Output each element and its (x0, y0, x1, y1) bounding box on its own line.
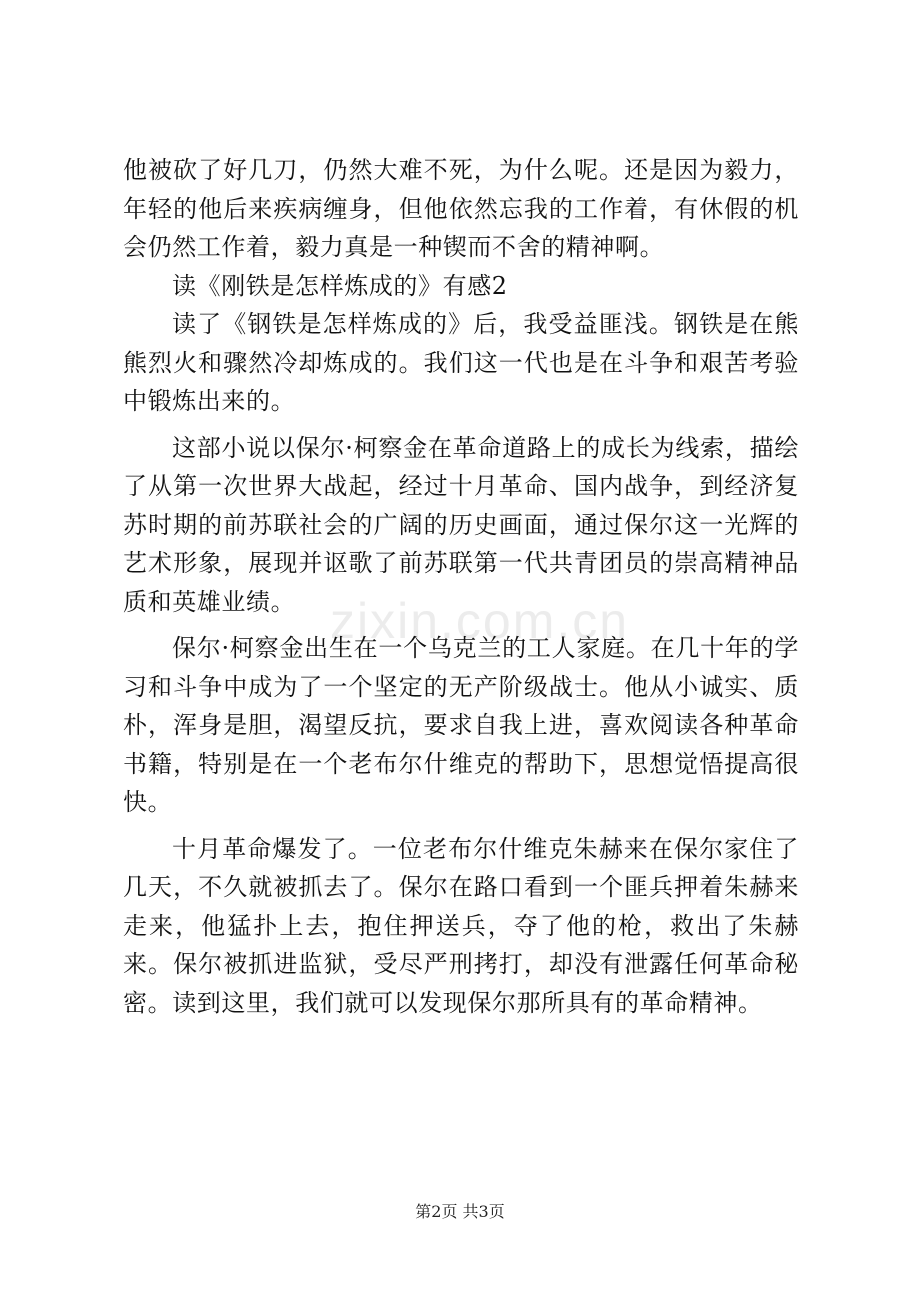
page-footer: 第2页 共3页 (415, 1202, 505, 1221)
document-body (123, 151, 799, 1022)
watermark: zixin.com.cn (330, 593, 630, 649)
paragraph-continued: 他被砍了好几刀，仍然大难不死，为什么呢。还是因为毅力，年轻的他后来疾病缠身，但他依然忘我的工作着，有休假的机会仍然工作着，毅力真是一种锲而不舍的精神啊。 (123, 156, 799, 261)
paragraph: 这部小说以保尔·柯察金在革命道路上的成长为线索，描绘了从第一次世界大战起，经过十月革命、国内战争，到经济复苏时期的前苏联社会的广阔的历史画面，通过保尔这一光辉的艺术形象，展现并讴歌了前苏联第一代共青团员的崇高精神品质和英雄业绩。 (123, 433, 799, 616)
section-heading: 读《刚铁是怎样炼成的》有感2 (172, 271, 508, 300)
paragraph: 十月革命爆发了。一位老布尔什维克朱赫来在保尔家住了几天，不久就被抓去了。保尔在路口看到一个匪兵押着朱赫来走来，他猛扑上去，抱住押送兵，夺了他的枪，救出了朱赫来。保尔被抓进监狱，受尽严刑拷打，却没有泄露任何革命秘密。读到这里，我们就可以发现保尔那所具有的革命精神。 (123, 834, 799, 1017)
paragraph: 保尔·柯察金出生在一个乌克兰的工人家庭。在几十年的学习和斗争中成为了一个坚定的无产阶级战士。他从小诚实、质朴，浑身是胆，渴望反抗，要求自我上进，喜欢阅读各种革命书籍，特别是在一个老布尔什维克的帮助下，思想觉悟提高很快。 (123, 634, 799, 816)
paragraph: 读了《钢铁是怎样炼成的》后，我受益匪浅。钢铁是在熊熊烈火和骤然冷却炼成的。我们这一代也是在斗争和艰苦考验中锻炼出来的。 (123, 310, 799, 415)
